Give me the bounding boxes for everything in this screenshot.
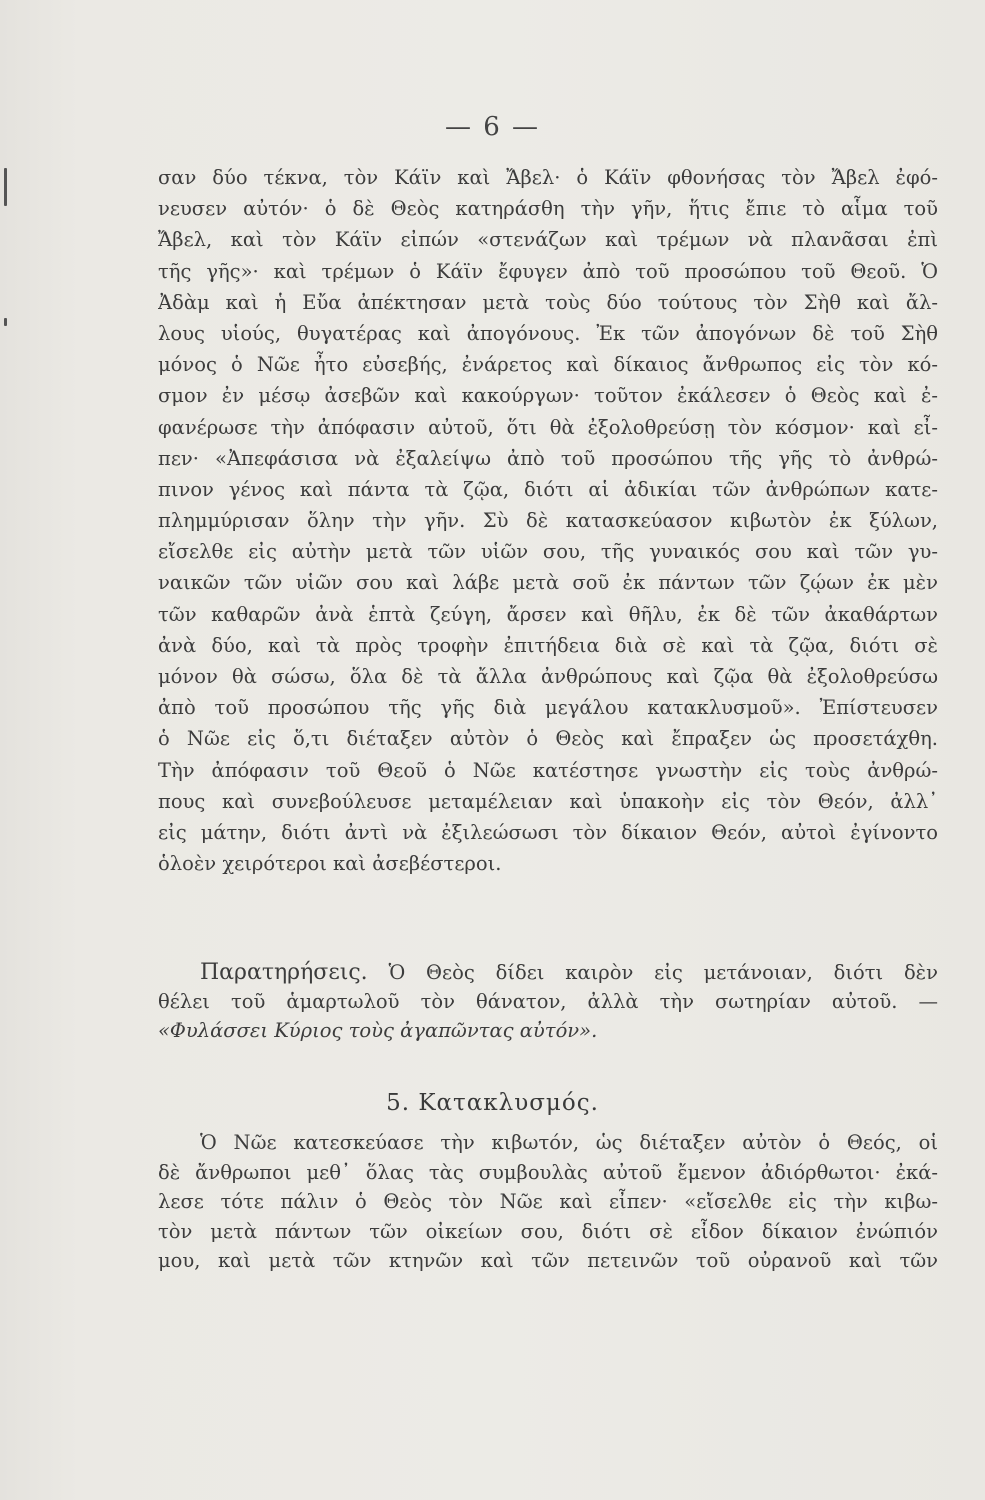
text-line: Ἄβελ, καὶ τὸν Κάϊν εἰπών «στενάζων καὶ τρέμων νὰ πλανᾶσαι ἐπὶ bbox=[158, 228, 938, 252]
text-line: πλημμύρισαν ὅλην τὴν γῆν. Σὺ δὲ κατασκεύασον κιβωτὸν ἐκ ξύλων, bbox=[158, 509, 938, 533]
text-line: Ὁ Νῶε κατεσκεύασε τὴν κιβωτόν, ὡς διέταξεν αὐτὸν ὁ Θεός, οἱ bbox=[200, 1131, 938, 1154]
text-line: λους υἱούς, θυγατέρας καὶ ἀπογόνους. Ἐκ τῶν ἀπογόνων δὲ τοῦ Σὴθ bbox=[158, 321, 938, 345]
text-line: εἴσελθε εἰς αὐτὴν μετὰ τῶν υἱῶν σου, τῆς γυναικός σου καὶ τῶν γυ- bbox=[158, 540, 938, 564]
text-line: νευσεν αὐτόν· ὁ δὲ Θεὸς κατηράσθη τὴν γῆν, ἥτις ἔπιε τὸ αἷμα τοῦ bbox=[158, 197, 938, 221]
text-line: μόνον θὰ σώσω, ὅλα δὲ τὰ ἄλλα ἀνθρώπους καὶ ζῷα θὰ ἐξολοθρεύσω bbox=[158, 665, 938, 688]
section-title: 5. Κατακλυσμός. bbox=[386, 1090, 599, 1116]
text-line: λεσε τότε πάλιν ὁ Θεὸς τὸν Νῶε καὶ εἶπεν· «εἴσελθε εἰς τὴν κιβω- bbox=[158, 1190, 938, 1213]
text-line: φανέρωσε τὴν ἀπόφασιν αὐτοῦ, ὅτι θὰ ἐξολοθρεύσῃ τὸν κόσμον· καὶ εἶ- bbox=[158, 415, 938, 439]
left-edge-mark bbox=[4, 318, 7, 326]
text-line: τῆς γῆς»· καὶ τρέμων ὁ Κάϊν ἔφυγεν ἀπὸ τοῦ προσώπου τοῦ Θεοῦ. Ὁ bbox=[158, 259, 938, 283]
text-line: σμον ἐν μέσῳ ἀσεβῶν καὶ κακούργων· τοῦτον ἐκάλεσεν ὁ Θεὸς καὶ ἐ- bbox=[158, 384, 938, 408]
text-line: Τὴν ἀπόφασιν τοῦ Θεοῦ ὁ Νῶε κατέστησε γνωστὴν εἰς τοὺς ἀνθρώ- bbox=[158, 758, 938, 782]
paragraph-1 bbox=[158, 162, 938, 879]
text-line: πινον γένος καὶ πάντα τὰ ζῷα, διότι αἱ ἀδικίαι τῶν ἀνθρώπων κατε- bbox=[158, 477, 938, 501]
observations-text: Ὁ Θεὸς δίδει καιρὸν εἰς μετάνοιαν, διότι δὲν bbox=[388, 961, 938, 984]
text-line: ὁλοὲν χειρότεροι καὶ ἀσεβέστεροι. bbox=[158, 852, 502, 876]
text-line: ναικῶν τῶν υἱῶν σου καὶ λάβε μετὰ σοῦ ἐκ πάντων τῶν ζῴων ἐκ μὲν bbox=[158, 571, 938, 595]
observations bbox=[158, 958, 938, 1045]
text-line: σαν δύο τέκνα, τὸν Κάϊν καὶ Ἄβελ· ὁ Κάϊν φθονήσας τὸν Ἄβελ ἐφό- bbox=[158, 166, 938, 189]
text-line: ὁ Νῶε εἰς ὅ,τι διέταξεν αὐτὸν ὁ Θεὸς καὶ ἔπραξεν ὡς προσετάχθη. bbox=[158, 727, 938, 751]
text-line: εἰς μάτην, διότι ἀντὶ νὰ ἐξιλεώσωσι τὸν δίκαιον Θεόν, αὐτοὶ ἐγίνοντο bbox=[158, 820, 938, 844]
observations-text: θέλει τοῦ ἁμαρτωλοῦ τὸν θάνατον, ἀλλὰ τὴν σωτηρίαν αὐτοῦ. — bbox=[158, 990, 938, 1013]
observations-label: Παρατηρήσεις. bbox=[200, 960, 368, 985]
text-line: τὸν μετὰ πάντων τῶν οἰκείων σου, διότι σὲ εἶδον δίκαιον ἐνώπιόν bbox=[158, 1219, 938, 1243]
paragraph-2 bbox=[158, 1128, 938, 1276]
page-number: — 6 — bbox=[444, 112, 541, 142]
text-line: Ἀδὰμ καὶ ἡ Εὔα ἀπέκτησαν μετὰ τοὺς δύο τούτους τὸν Σὴθ καὶ ἄλ- bbox=[158, 290, 938, 314]
text-line: μου, καὶ μετὰ τῶν κτηνῶν καὶ τῶν πετεινῶν τοῦ οὐρανοῦ καὶ τῶν bbox=[158, 1249, 938, 1272]
observations-quote: «Φυλάσσει Κύριος τοὺς ἀγαπῶντας αὐτόν». bbox=[158, 1019, 598, 1042]
text-line: ἀνὰ δύο, καὶ τὰ πρὸς τροφὴν ἐπιτήδεια διὰ σὲ καὶ τὰ ζῷα, διότι σὲ bbox=[158, 633, 938, 657]
text-line: πεν· «Ἀπεφάσισα νὰ ἐξαλείψω ἀπὸ τοῦ προσώπου τῆς γῆς τὸ ἀνθρώ- bbox=[158, 446, 938, 470]
text-line: ἀπὸ τοῦ προσώπου τῆς γῆς διὰ μεγάλου κατακλυσμοῦ». Ἐπίστευσεν bbox=[158, 696, 938, 720]
text-line: τῶν καθαρῶν ἀνὰ ἑπτὰ ζεύγη, ἄρσεν καὶ θῆλυ, ἐκ δὲ τῶν ἀκαθάρτων bbox=[158, 602, 938, 626]
text-line: δὲ ἄνθρωποι μεθ᾿ ὅλας τὰς συμβουλὰς αὐτοῦ ἔμενον ἀδιόρθωτοι· ἐκά- bbox=[158, 1160, 938, 1184]
left-edge-mark bbox=[4, 168, 7, 206]
text-line: μόνος ὁ Νῶε ἦτο εὐσεβής, ἐνάρετος καὶ δίκαιος ἄνθρωπος εἰς τὸν κό- bbox=[158, 353, 938, 377]
text-line: πους καὶ συνεβούλευσε μεταμέλειαν καὶ ὑπακοὴν εἰς τὸν Θεόν, ἀλλ᾿ bbox=[158, 789, 938, 813]
